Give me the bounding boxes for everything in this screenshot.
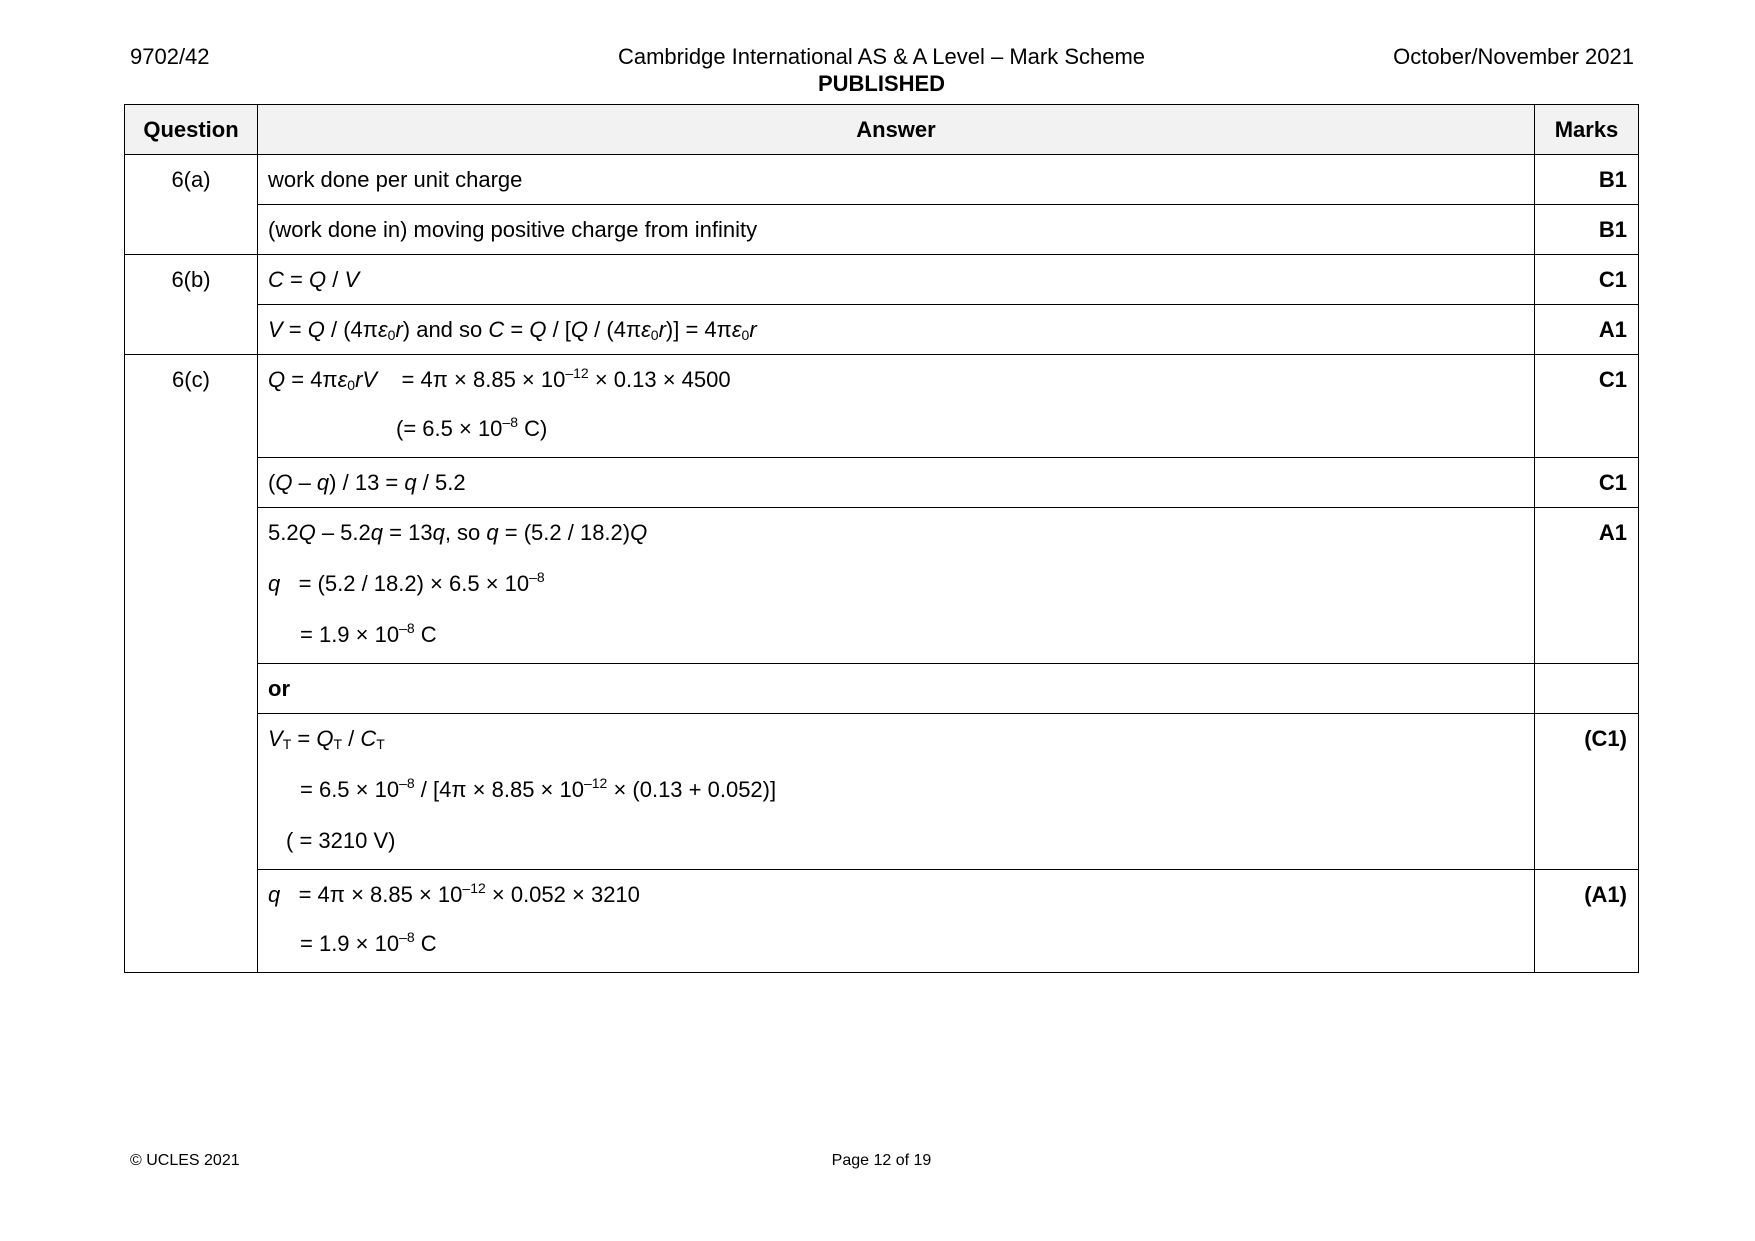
equation: = $6.5 \times 10^{-8} / [4\pi \times 8.85 \times 10^{-12} \times (0.13 + 0.052)]$ (300, 775, 777, 802)
document-title: Cambridge International AS & A Level – Mark Scheme (617, 44, 1146, 69)
mark-scheme-table (124, 104, 1639, 973)
mark-cell: C1 (1535, 458, 1639, 508)
equation: $q = 4\pi \times 8.85 \times 10^{-12} \times 0.052 \times 3210$ (268, 880, 640, 907)
alternative-label: or (268, 676, 290, 701)
exam-session: October/November 2021 (1393, 44, 1634, 69)
table-row (125, 355, 1639, 458)
equation: $V = Q / (4\pi\varepsilon_0r)$ and so $C = Q / [Q / (4\pi\varepsilon_0r)] = 4\pi\varepsilon_0r$ (268, 317, 757, 343)
answer-cell (258, 714, 1535, 870)
answer-cell (258, 870, 1535, 973)
marks-column-header: Marks (1535, 105, 1639, 155)
table-row (125, 664, 1639, 714)
equation: $Q = 4\pi\varepsilon_0rV$ = $4\pi \times 8.85 \times 10^{-12} \times 0.13 \times 4500$ (268, 365, 731, 393)
equation: = $1.9 \times 10^{-8}$ C (300, 929, 437, 956)
answer-cell (258, 355, 1535, 458)
published-label: PUBLISHED (817, 71, 946, 96)
paper-code: 9702/42 (130, 44, 210, 69)
copyright-notice: © UCLES 2021 (130, 1152, 240, 1169)
table-row (125, 155, 1639, 205)
table-row (125, 870, 1639, 973)
equation: (Q – q) / 13 = q / 5.2 (268, 470, 466, 495)
answer-cell: (work done in) moving positive charge from infinity (258, 205, 1535, 255)
equation: (= $6.5 \times 10^{-8}$ C) (396, 414, 548, 441)
equation: $V_T = Q_T / C_T$ (268, 726, 385, 752)
answer-cell (258, 664, 1535, 714)
question-number: 6(c) (125, 355, 258, 973)
table-row (125, 508, 1639, 664)
mark-cell (1535, 664, 1639, 714)
equation: 5.2Q – 5.2q = 13q, so q = (5.2 / 18.2)Q (268, 520, 648, 545)
equation: $q = (5.2 / 18.2) \times 6.5 \times 10^{-8}$ (268, 569, 545, 596)
answer-cell (258, 458, 1535, 508)
answer-column-header: Answer (258, 105, 1535, 155)
mark-cell: B1 (1535, 205, 1639, 255)
equation: = $1.9 \times 10^{-8}$ C (300, 620, 437, 647)
answer-cell (258, 305, 1535, 355)
mark-cell: A1 (1535, 305, 1639, 355)
answer-cell (258, 508, 1535, 664)
question-column-header: Question (125, 105, 258, 155)
page-number: Page 12 of 19 (831, 1152, 932, 1169)
equation: ( = 3210 V) (286, 828, 396, 853)
equation: C = Q / V (268, 267, 360, 292)
mark-cell: A1 (1535, 508, 1639, 664)
table-header-row (125, 105, 1639, 155)
table-row (125, 714, 1639, 870)
question-number: 6(a) (125, 155, 258, 255)
question-number: 6(b) (125, 255, 258, 355)
table-row (125, 205, 1639, 255)
mark-cell: (C1) (1535, 714, 1639, 870)
table-row (125, 255, 1639, 305)
mark-cell: (A1) (1535, 870, 1639, 973)
mark-cell: C1 (1535, 355, 1639, 458)
table-row (125, 458, 1639, 508)
answer-cell: work done per unit charge (258, 155, 1535, 205)
mark-cell: C1 (1535, 255, 1639, 305)
mark-cell: B1 (1535, 155, 1639, 205)
table-row (125, 305, 1639, 355)
answer-cell (258, 255, 1535, 305)
